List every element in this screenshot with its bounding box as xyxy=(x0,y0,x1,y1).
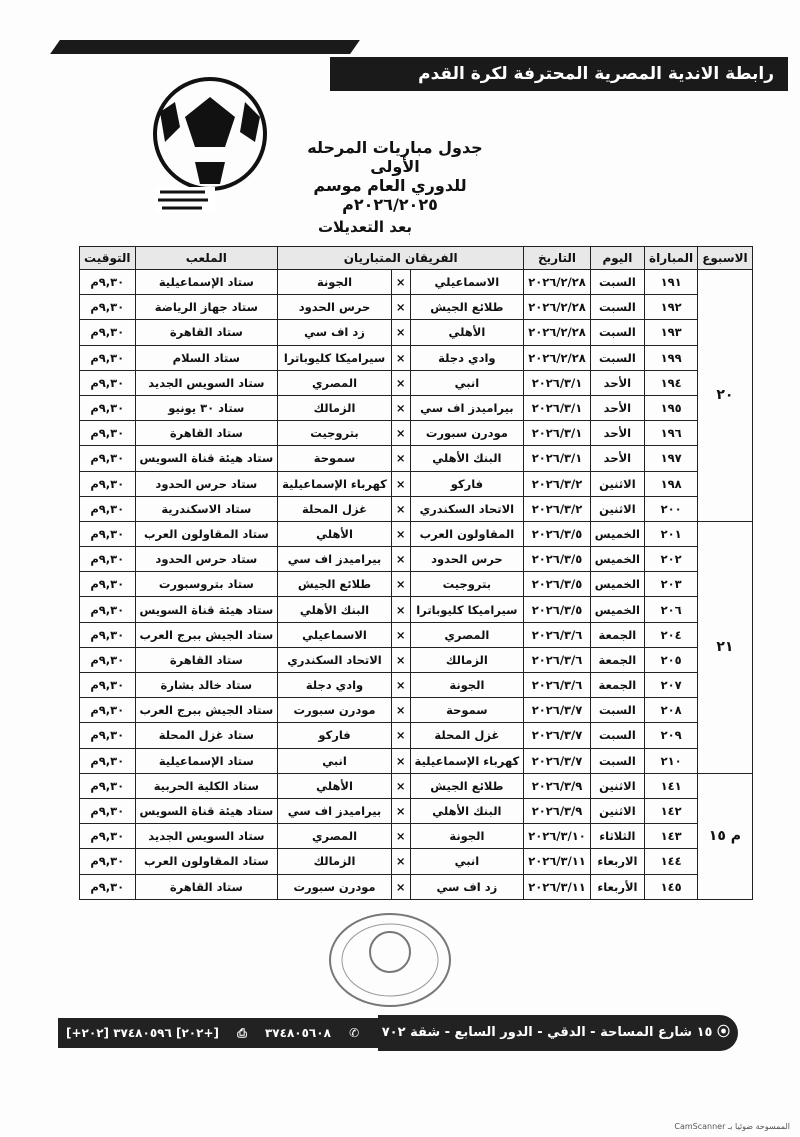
match-number-cell: ١٩٣ xyxy=(645,320,698,345)
day-cell: الجمعة xyxy=(590,673,644,698)
day-cell: الأحد xyxy=(590,446,644,471)
date-cell: ٢٠٢٦/٣/٧ xyxy=(524,723,591,748)
stadium-cell: ستاد الكلية الحربية xyxy=(135,773,278,798)
home-team-cell: سيراميكا كليوباترا xyxy=(410,597,524,622)
match-number-cell: ٢٠٥ xyxy=(645,647,698,672)
week-cell: م ١٥ xyxy=(698,773,752,899)
vs-cell: × xyxy=(391,345,410,370)
match-number-cell: ١٤٢ xyxy=(645,798,698,823)
date-cell: ٢٠٢٦/٣/٩ xyxy=(524,773,591,798)
match-number-cell: ٢٠٢ xyxy=(645,547,698,572)
header-decor-stripe xyxy=(50,40,360,54)
away-team-cell: حرس الحدود xyxy=(278,295,392,320)
date-cell: ٢٠٢٦/٣/٧ xyxy=(524,748,591,773)
table-row xyxy=(80,748,753,773)
table-row xyxy=(80,597,753,622)
table-row xyxy=(80,370,753,395)
match-number-cell: ١٩٩ xyxy=(645,345,698,370)
away-team-cell: بيراميدز اف سي xyxy=(278,547,392,572)
vs-cell: × xyxy=(391,874,410,899)
home-team-cell: غزل المحلة xyxy=(410,723,524,748)
vs-cell: × xyxy=(391,270,410,295)
stadium-cell: ستاد هيئة قناة السويس xyxy=(135,446,278,471)
day-cell: السبت xyxy=(590,345,644,370)
org-name-banner: رابطة الاندية المصرية المحترفة لكرة القدم xyxy=(330,57,788,91)
home-team-cell: الاتحاد السكندري xyxy=(410,496,524,521)
stadium-cell: ستاد الاسكندرية xyxy=(135,496,278,521)
home-team-cell: طلائع الجيش xyxy=(410,773,524,798)
day-cell: الاربعاء xyxy=(590,849,644,874)
time-cell: ٩,٣٠م xyxy=(80,597,136,622)
vs-cell: × xyxy=(391,748,410,773)
table-row xyxy=(80,572,753,597)
scanner-watermark: الممسوحة ضوئيا بـ CamScanner xyxy=(674,1122,790,1131)
vs-cell: × xyxy=(391,849,410,874)
stadium-cell: ستاد القاهرة xyxy=(135,647,278,672)
stadium-cell: ستاد السويس الجديد xyxy=(135,824,278,849)
day-cell: الاثنين xyxy=(590,773,644,798)
time-cell: ٩,٣٠م xyxy=(80,345,136,370)
date-cell: ٢٠٢٦/٣/٢ xyxy=(524,496,591,521)
away-team-cell: مودرن سبورت xyxy=(278,874,392,899)
header-day: اليوم xyxy=(590,247,644,270)
table-row xyxy=(80,421,753,446)
home-team-cell: الأهلي xyxy=(410,320,524,345)
time-cell: ٩,٣٠م xyxy=(80,320,136,345)
stadium-cell: ستاد بتروسبورت xyxy=(135,572,278,597)
table-row xyxy=(80,849,753,874)
date-cell: ٢٠٢٦/٣/٩ xyxy=(524,798,591,823)
day-cell: السبت xyxy=(590,748,644,773)
table-row xyxy=(80,521,753,546)
table-row xyxy=(80,446,753,471)
date-cell: ٢٠٢٦/٣/٧ xyxy=(524,698,591,723)
stadium-cell: ستاد الجيش ببرج العرب xyxy=(135,698,278,723)
time-cell: ٩,٣٠م xyxy=(80,798,136,823)
day-cell: الجمعة xyxy=(590,647,644,672)
away-team-cell: سيراميكا كليوباترا xyxy=(278,345,392,370)
stadium-cell: ستاد الإسماعيلية xyxy=(135,748,278,773)
vs-cell: × xyxy=(391,824,410,849)
table-row xyxy=(80,798,753,823)
stadium-cell: ستاد السويس الجديد xyxy=(135,370,278,395)
away-team-cell: كهرباء الإسماعيلية xyxy=(278,471,392,496)
table-row xyxy=(80,270,753,295)
date-cell: ٢٠٢٦/٣/١١ xyxy=(524,874,591,899)
header-stadium: الملعب xyxy=(135,247,278,270)
day-cell: الخميس xyxy=(590,521,644,546)
match-number-cell: ١٤٤ xyxy=(645,849,698,874)
home-team-cell: سموحة xyxy=(410,698,524,723)
date-cell: ٢٠٢٦/٣/٥ xyxy=(524,547,591,572)
stadium-cell: ستاد حرس الحدود xyxy=(135,471,278,496)
home-team-cell: الاسماعيلي xyxy=(410,270,524,295)
date-cell: ٢٠٢٦/٢/٢٨ xyxy=(524,320,591,345)
stadium-cell: ستاد القاهرة xyxy=(135,421,278,446)
stadium-cell: ستاد السلام xyxy=(135,345,278,370)
match-number-cell: ١٩٨ xyxy=(645,471,698,496)
table-row xyxy=(80,773,753,798)
match-number-cell: ١٤١ xyxy=(645,773,698,798)
vs-cell: × xyxy=(391,597,410,622)
away-team-cell: زد اف سي xyxy=(278,320,392,345)
date-cell: ٢٠٢٦/٣/١ xyxy=(524,370,591,395)
header-date: التاريخ xyxy=(524,247,591,270)
home-team-cell: بيراميدز اف سي xyxy=(410,395,524,420)
day-cell: الاثنين xyxy=(590,471,644,496)
match-number-cell: ٢٠٧ xyxy=(645,673,698,698)
match-number-cell: ٢٠١ xyxy=(645,521,698,546)
day-cell: الأربعاء xyxy=(590,874,644,899)
stadium-cell: ستاد المقاولون العرب xyxy=(135,521,278,546)
table-row xyxy=(80,723,753,748)
home-team-cell: طلائع الجيش xyxy=(410,295,524,320)
match-number-cell: ٢١٠ xyxy=(645,748,698,773)
time-cell: ٩,٣٠م xyxy=(80,849,136,874)
stadium-cell: ستاد الإسماعيلية xyxy=(135,270,278,295)
time-cell: ٩,٣٠م xyxy=(80,572,136,597)
match-number-cell: ٢٠٠ xyxy=(645,496,698,521)
away-team-cell: مودرن سبورت xyxy=(278,698,392,723)
away-team-cell: بتروجيت xyxy=(278,421,392,446)
date-cell: ٢٠٢٦/٣/١ xyxy=(524,395,591,420)
day-cell: الاثنين xyxy=(590,496,644,521)
match-number-cell: ٢٠٤ xyxy=(645,622,698,647)
header-match: المباراة xyxy=(645,247,698,270)
day-cell: السبت xyxy=(590,320,644,345)
away-team-cell: بيراميدز اف سي xyxy=(278,798,392,823)
vs-cell: × xyxy=(391,446,410,471)
day-cell: الخميس xyxy=(590,572,644,597)
table-row xyxy=(80,874,753,899)
away-team-cell: البنك الأهلي xyxy=(278,597,392,622)
title-line-1: جدول مباريات المرحله الأولى xyxy=(307,138,483,176)
date-cell: ٢٠٢٦/٣/٦ xyxy=(524,622,591,647)
time-cell: ٩,٣٠م xyxy=(80,496,136,521)
match-number-cell: ٢٠٨ xyxy=(645,698,698,723)
vs-cell: × xyxy=(391,698,410,723)
time-cell: ٩,٣٠م xyxy=(80,773,136,798)
date-cell: ٢٠٢٦/٣/١ xyxy=(524,421,591,446)
stadium-cell: ستاد ٣٠ يونيو xyxy=(135,395,278,420)
home-team-cell: حرس الحدود xyxy=(410,547,524,572)
match-number-cell: ١٩٦ xyxy=(645,421,698,446)
day-cell: السبت xyxy=(590,723,644,748)
header-time: التوقيت xyxy=(80,247,136,270)
table-row xyxy=(80,622,753,647)
day-cell: الأحد xyxy=(590,395,644,420)
phone-number: [+٢٠٢] ٣٧٤٨٠٥٩٦ xyxy=(113,1026,219,1040)
home-team-cell: المصري xyxy=(410,622,524,647)
date-cell: ٢٠٢٦/٢/٢٨ xyxy=(524,345,591,370)
vs-cell: × xyxy=(391,320,410,345)
match-number-cell: ١٩٢ xyxy=(645,295,698,320)
time-cell: ٩,٣٠م xyxy=(80,270,136,295)
stadium-cell: ستاد القاهرة xyxy=(135,874,278,899)
address-text: ١٥ شارع المساحة - الدقي - الدور السابع - شقة ٧٠٢ xyxy=(381,1025,713,1040)
away-team-cell: سموحة xyxy=(278,446,392,471)
home-team-cell: مودرن سبورت xyxy=(410,421,524,446)
table-row xyxy=(80,295,753,320)
date-cell: ٢٠٢٦/٣/٦ xyxy=(524,673,591,698)
fax-number: [+٢٠٢] ٣٧٤٨٠٥٦٠٨ xyxy=(66,1026,331,1040)
time-cell: ٩,٣٠م xyxy=(80,295,136,320)
stadium-cell: ستاد المقاولون العرب xyxy=(135,849,278,874)
match-number-cell: ٢٠٩ xyxy=(645,723,698,748)
header-week: الاسبوع xyxy=(698,247,752,270)
table-row xyxy=(80,320,753,345)
vs-cell: × xyxy=(391,370,410,395)
table-header-row xyxy=(80,247,753,270)
home-team-cell: بتروجيت xyxy=(410,572,524,597)
week-cell: ٢١ xyxy=(698,521,752,773)
time-cell: ٩,٣٠م xyxy=(80,395,136,420)
date-cell: ٢٠٢٦/٣/١٠ xyxy=(524,824,591,849)
table-row xyxy=(80,824,753,849)
stadium-cell: ستاد القاهرة xyxy=(135,320,278,345)
day-cell: الخميس xyxy=(590,547,644,572)
time-cell: ٩,٣٠م xyxy=(80,698,136,723)
time-cell: ٩,٣٠م xyxy=(80,874,136,899)
vs-cell: × xyxy=(391,471,410,496)
vs-cell: × xyxy=(391,395,410,420)
match-number-cell: ١٩١ xyxy=(645,270,698,295)
match-number-cell: ٢٠٣ xyxy=(645,572,698,597)
address-bar xyxy=(378,1015,738,1051)
phone-icon: ✆ xyxy=(349,1026,360,1040)
date-cell: ٢٠٢٦/٣/٥ xyxy=(524,597,591,622)
home-team-cell: الجونة xyxy=(410,673,524,698)
time-cell: ٩,٣٠م xyxy=(80,723,136,748)
stadium-cell: ستاد جهاز الرياضة xyxy=(135,295,278,320)
contact-bar xyxy=(58,1018,378,1048)
day-cell: الخميس xyxy=(590,597,644,622)
match-number-cell: ١٩٧ xyxy=(645,446,698,471)
away-team-cell: الاتحاد السكندري xyxy=(278,647,392,672)
vs-cell: × xyxy=(391,673,410,698)
match-number-cell: ١٤٥ xyxy=(645,874,698,899)
table-row xyxy=(80,698,753,723)
vs-cell: × xyxy=(391,295,410,320)
time-cell: ٩,٣٠م xyxy=(80,647,136,672)
stadium-cell: ستاد هيئة قناة السويس xyxy=(135,798,278,823)
away-team-cell: الأهلي xyxy=(278,521,392,546)
home-team-cell: انبي xyxy=(410,849,524,874)
vs-cell: × xyxy=(391,496,410,521)
day-cell: الثلاثاء xyxy=(590,824,644,849)
table-body xyxy=(80,270,753,900)
table-row xyxy=(80,496,753,521)
stadium-cell: ستاد الجيش ببرج العرب xyxy=(135,622,278,647)
table-row xyxy=(80,395,753,420)
league-logo xyxy=(140,72,270,222)
time-cell: ٩,٣٠م xyxy=(80,673,136,698)
day-cell: السبت xyxy=(590,270,644,295)
time-cell: ٩,٣٠م xyxy=(80,421,136,446)
match-number-cell: ١٩٥ xyxy=(645,395,698,420)
vs-cell: × xyxy=(391,421,410,446)
stadium-cell: ستاد حرس الحدود xyxy=(135,547,278,572)
away-team-cell: الجونة xyxy=(278,270,392,295)
away-team-cell: المصري xyxy=(278,370,392,395)
match-number-cell: ١٤٣ xyxy=(645,824,698,849)
away-team-cell: المصري xyxy=(278,824,392,849)
location-icon: ⦿ xyxy=(712,1025,730,1040)
day-cell: الأحد xyxy=(590,370,644,395)
date-cell: ٢٠٢٦/٣/١ xyxy=(524,446,591,471)
match-number-cell: ١٩٤ xyxy=(645,370,698,395)
vs-cell: × xyxy=(391,572,410,597)
table-row xyxy=(80,547,753,572)
home-team-cell: المقاولون العرب xyxy=(410,521,524,546)
day-cell: السبت xyxy=(590,698,644,723)
home-team-cell: فاركو xyxy=(410,471,524,496)
date-cell: ٢٠٢٦/٣/٥ xyxy=(524,521,591,546)
match-number-cell: ٢٠٦ xyxy=(645,597,698,622)
date-cell: ٢٠٢٦/٣/٥ xyxy=(524,572,591,597)
time-cell: ٩,٣٠م xyxy=(80,471,136,496)
away-team-cell: انبي xyxy=(278,748,392,773)
schedule-table xyxy=(79,246,753,900)
stadium-cell: ستاد خالد بشارة xyxy=(135,673,278,698)
day-cell: الأحد xyxy=(590,421,644,446)
away-team-cell: الأهلي xyxy=(278,773,392,798)
home-team-cell: البنك الأهلي xyxy=(410,446,524,471)
date-cell: ٢٠٢٦/٣/٦ xyxy=(524,647,591,672)
away-team-cell: الزمالك xyxy=(278,849,392,874)
vs-cell: × xyxy=(391,622,410,647)
day-cell: الاثنين xyxy=(590,798,644,823)
table-row xyxy=(80,471,753,496)
vs-cell: × xyxy=(391,521,410,546)
title-line-2: للدوري العام موسم ٢٠٢٦/٢٠٢٥م xyxy=(313,176,467,214)
away-team-cell: غزل المحلة xyxy=(278,496,392,521)
time-cell: ٩,٣٠م xyxy=(80,748,136,773)
home-team-cell: وادي دجلة xyxy=(410,345,524,370)
date-cell: ٢٠٢٦/٣/١١ xyxy=(524,849,591,874)
away-team-cell: وادي دجلة xyxy=(278,673,392,698)
home-team-cell: الجونة xyxy=(410,824,524,849)
vs-cell: × xyxy=(391,773,410,798)
date-cell: ٢٠٢٦/٣/٢ xyxy=(524,471,591,496)
home-team-cell: البنك الأهلي xyxy=(410,798,524,823)
header-teams: الفريقان المتباريان xyxy=(278,247,524,270)
day-cell: الجمعة xyxy=(590,622,644,647)
home-team-cell: الزمالك xyxy=(410,647,524,672)
day-cell: السبت xyxy=(590,295,644,320)
week-cell: ٢٠ xyxy=(698,270,752,522)
vs-cell: × xyxy=(391,798,410,823)
title-line-3: بعد التعديلات xyxy=(317,218,413,236)
table-row xyxy=(80,345,753,370)
vs-cell: × xyxy=(391,547,410,572)
date-cell: ٢٠٢٦/٢/٢٨ xyxy=(524,295,591,320)
league-stamp xyxy=(325,910,455,1010)
time-cell: ٩,٣٠م xyxy=(80,446,136,471)
table-row xyxy=(80,673,753,698)
stadium-cell: ستاد هيئة قناة السويس xyxy=(135,597,278,622)
vs-cell: × xyxy=(391,723,410,748)
away-team-cell: فاركو xyxy=(278,723,392,748)
home-team-cell: انبي xyxy=(410,370,524,395)
fax-icon: ⎙ xyxy=(237,1026,247,1040)
away-team-cell: الاسماعيلي xyxy=(278,622,392,647)
time-cell: ٩,٣٠م xyxy=(80,824,136,849)
time-cell: ٩,٣٠م xyxy=(80,547,136,572)
away-team-cell: طلائع الجيش xyxy=(278,572,392,597)
time-cell: ٩,٣٠م xyxy=(80,622,136,647)
home-team-cell: كهرباء الإسماعيلية xyxy=(410,748,524,773)
stadium-cell: ستاد غزل المحلة xyxy=(135,723,278,748)
time-cell: ٩,٣٠م xyxy=(80,521,136,546)
date-cell: ٢٠٢٦/٢/٢٨ xyxy=(524,270,591,295)
home-team-cell: زد اف سي xyxy=(410,874,524,899)
time-cell: ٩,٣٠م xyxy=(80,370,136,395)
away-team-cell: الزمالك xyxy=(278,395,392,420)
table-row xyxy=(80,647,753,672)
vs-cell: × xyxy=(391,647,410,672)
